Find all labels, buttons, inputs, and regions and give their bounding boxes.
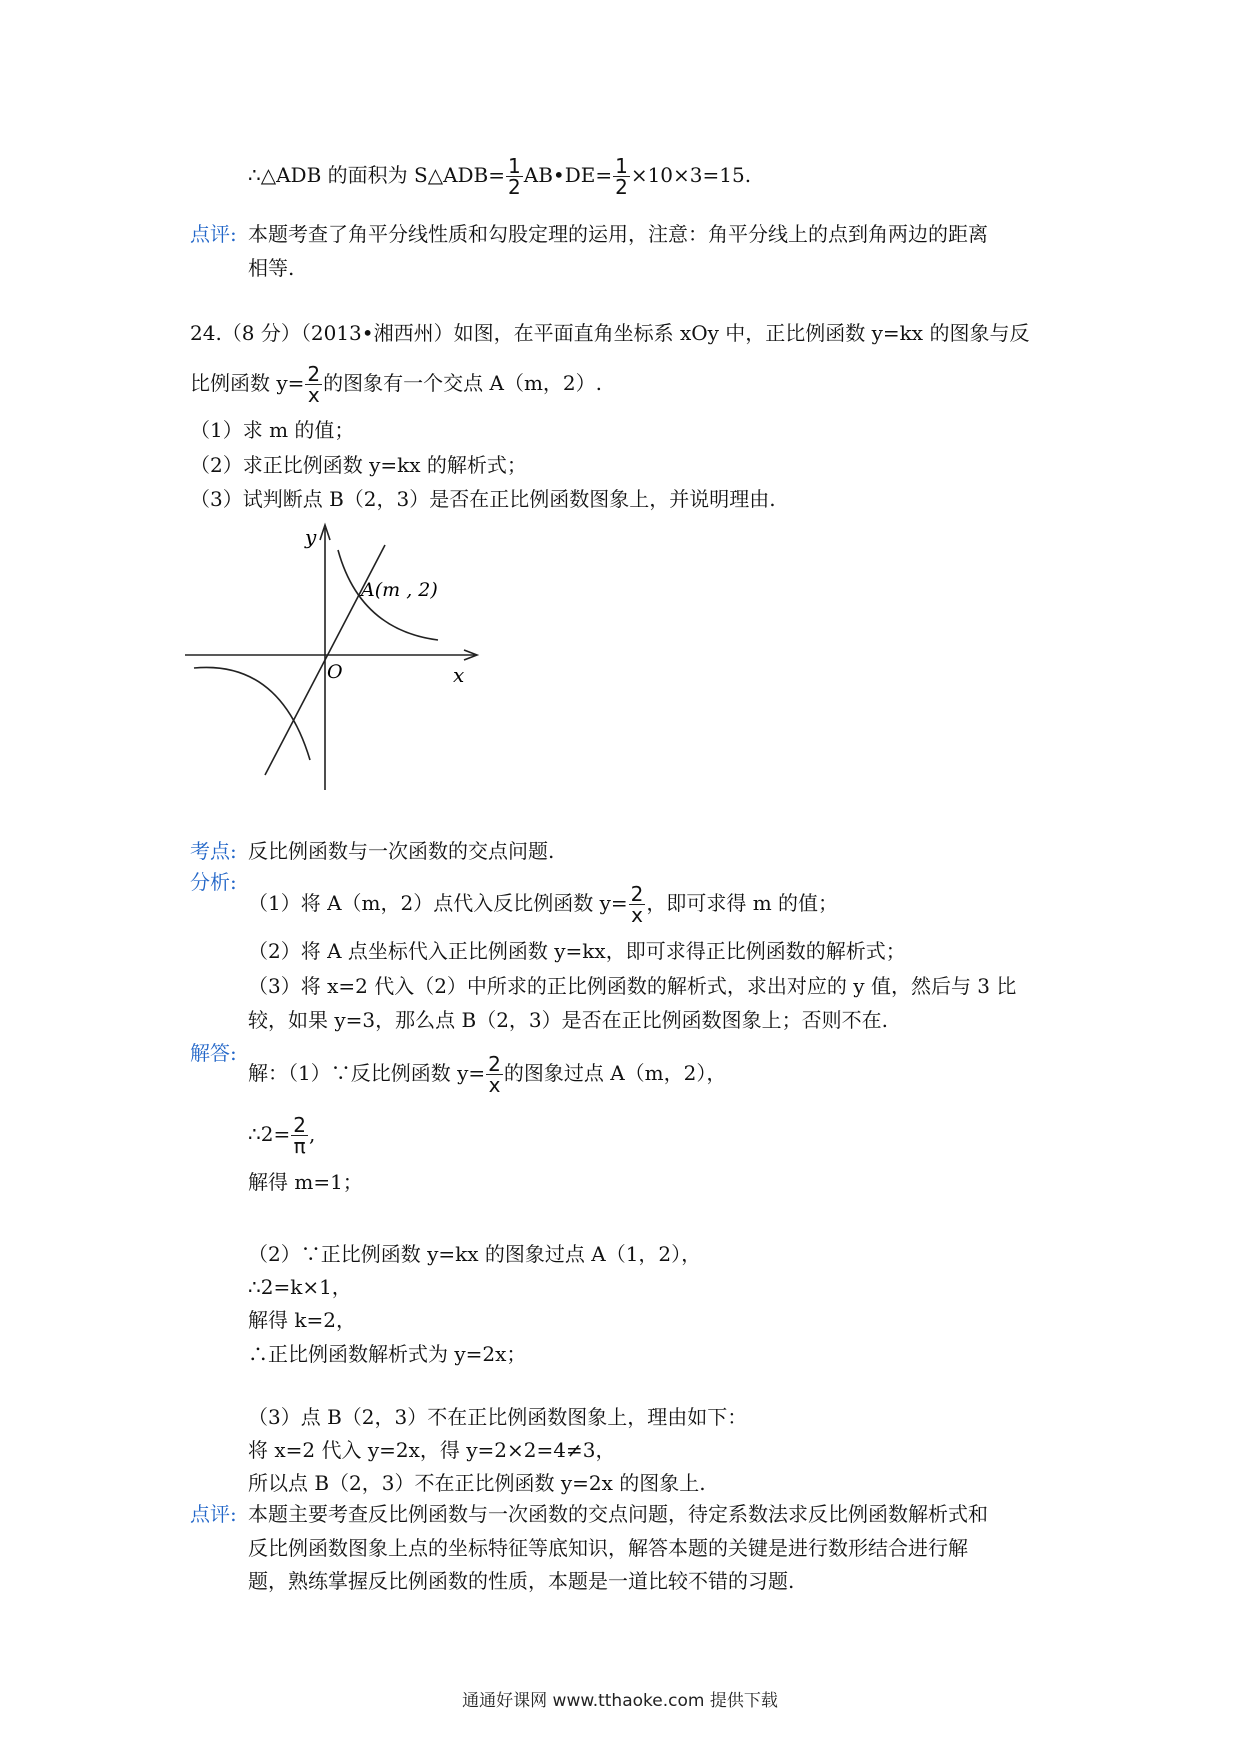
fenxi-line-1: （1）将 A（m，2）点代入反比例函数 y= $\frac{2}{x}$ ，即可求得 m 的值；	[248, 882, 839, 927]
question-part-3: （3）试判断点 B（2，3）是否在正比例函数图象上，并说明理由.	[190, 487, 776, 511]
fraction: $\frac{1}{2}$	[508, 154, 521, 199]
fraction: $\frac{2}{x}$	[488, 1052, 501, 1097]
jieda-line-10: 所以点 B（2，3）不在正比例函数 y=2x 的图象上.	[248, 1471, 706, 1495]
dianping-line-2: 反比例函数图象上点的坐标特征等底知识，解答本题的关键是进行数形结合进行解	[248, 1536, 968, 1560]
fraction: $\frac{2}{\pi}$	[293, 1113, 306, 1158]
fenxi-line-4: 较，如果 y=3，那么点 B（2，3）是否在正比例函数图象上；否则不在.	[248, 1008, 888, 1032]
dianping-line-1: 本题主要考查反比例函数与一次函数的交点问题，待定系数法求反比例函数解析式和	[248, 1502, 988, 1526]
jieda-line-9: 将 x=2 代入 y=2x，得 y=2×2=4≠3，	[248, 1438, 616, 1462]
fraction: $\frac{2}{x}$	[307, 362, 321, 407]
jieda-line-4: （2）∵正比例函数 y=kx 的图象过点 A（1，2），	[248, 1242, 702, 1266]
question-part-1: （1）求 m 的值；	[190, 418, 355, 442]
fenxi-label: 分析:	[190, 870, 237, 894]
fenxi-line-2: （2）将 A 点坐标代入正比例函数 y=kx，即可求得正比例函数的解析式；	[248, 939, 906, 963]
fenxi-line-3: （3）将 x=2 代入（2）中所求的正比例函数的解析式，求出对应的 y 值，然后与 3 比	[248, 974, 1017, 998]
jieda-line-6: 解得 k=2，	[248, 1308, 356, 1332]
dianping-label: 点评:	[190, 1502, 237, 1526]
prev-comment-line-1: 本题考查了角平分线性质和勾股定理的运用，注意：角平分线上的点到角两边的距离	[248, 222, 988, 246]
prev-comment-label: 点评:	[190, 222, 237, 246]
jieda-line-3: 解得 m=1；	[248, 1170, 363, 1194]
kaodian-text: 反比例函数与一次函数的交点问题.	[248, 839, 555, 863]
jieda-line-5: ∴2=k×1，	[248, 1275, 352, 1299]
question-line-2: 比例函数 y= $\frac{2}{x}$ 的图象有一个交点 A（m，2）.	[190, 362, 603, 407]
x-axis-label: x	[453, 663, 465, 687]
jieda-line-7: ∴正比例函数解析式为 y=2x；	[248, 1342, 527, 1366]
point-a-label: A(m , 2)	[361, 579, 438, 601]
kaodian-label: 考点:	[190, 839, 237, 863]
jieda-label: 解答:	[190, 1041, 237, 1065]
question-line-1: 24.（8 分）（2013•湘西州）如图，在平面直角坐标系 xOy 中，正比例函数 y=kx 的图象与反	[190, 321, 1030, 345]
y-axis-label: y	[305, 525, 317, 549]
jieda-line-8: （3）点 B（2，3）不在正比例函数图象上，理由如下：	[248, 1405, 748, 1429]
page-footer: 通通好课网 www.tthaoke.com 提供下载	[462, 1691, 778, 1711]
origin-label: O	[327, 661, 343, 683]
prev-area-line: ∴△ADB 的面积为 S△ADB= $\frac{1}{2}$ AB•DE= $\frac{1}{2}$ ×10×3=15.	[248, 154, 752, 199]
function-graph-figure	[180, 510, 490, 800]
fraction: $\frac{2}{x}$	[630, 882, 644, 927]
fraction: $\frac{1}{2}$	[615, 154, 628, 199]
question-part-2: （2）求正比例函数 y=kx 的解析式；	[190, 453, 527, 477]
hyperbola-branch-2	[194, 667, 310, 760]
jieda-line-1: 解：（1）∵反比例函数 y= $\frac{2}{x}$ 的图象过点 A（m，2），	[248, 1052, 727, 1097]
dianping-line-3: 题，熟练掌握反比例函数的性质，本题是一道比较不错的习题.	[248, 1569, 795, 1593]
jieda-line-2: ∴2= $\frac{2}{\pi}$ ,	[248, 1113, 316, 1158]
prev-comment-line-2: 相等.	[248, 256, 295, 280]
